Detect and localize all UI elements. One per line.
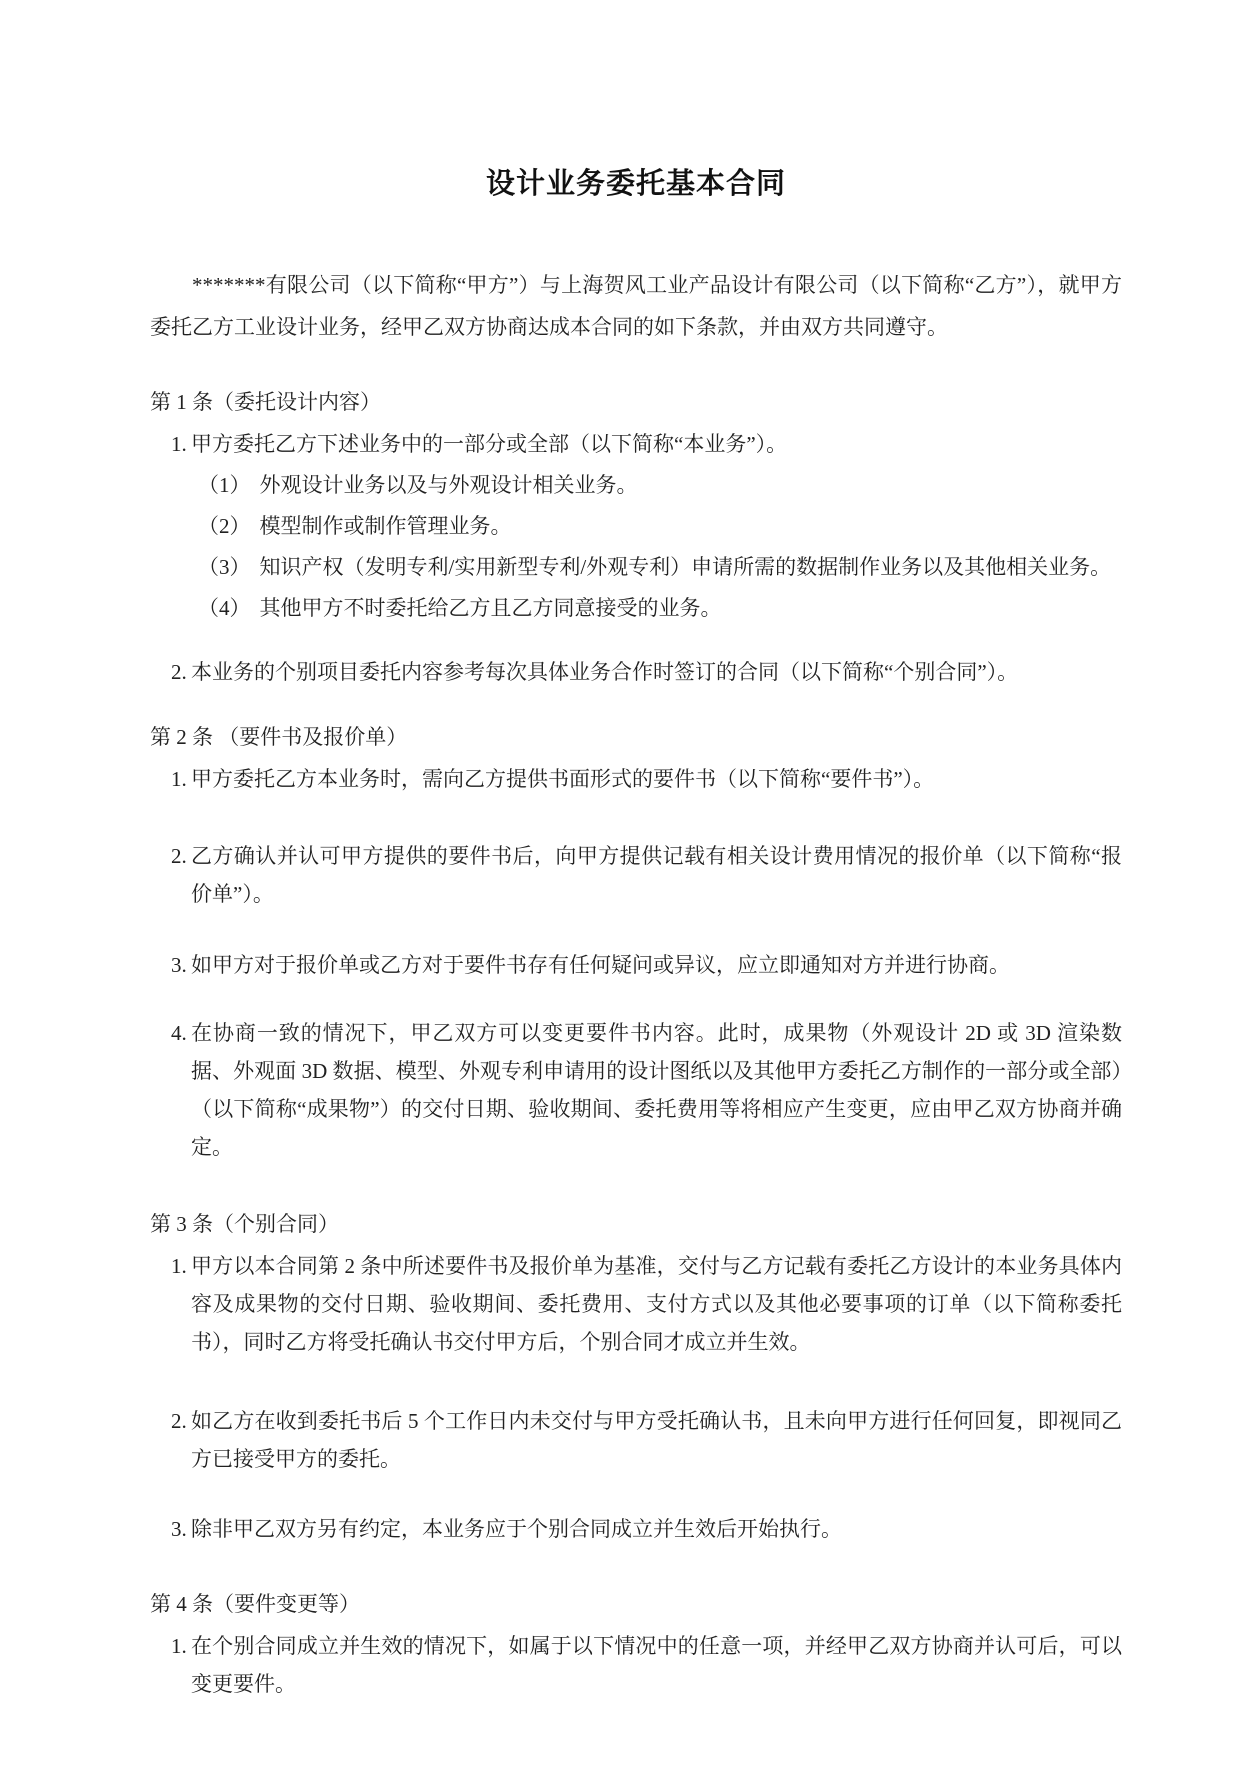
article-1-item-1 bbox=[171, 425, 1122, 463]
subitem-label: （1） bbox=[198, 473, 251, 497]
article-3 bbox=[150, 1205, 1122, 1548]
item-number: 1. bbox=[171, 767, 187, 791]
article-1-item-2 bbox=[171, 653, 1122, 691]
item-number: 2. bbox=[171, 1409, 187, 1433]
item-number: 2. bbox=[171, 844, 187, 868]
article-1-item-1-sub-2 bbox=[198, 507, 1122, 545]
article-2-item-3 bbox=[171, 946, 1122, 984]
item-text: 如甲方对于报价单或乙方对于要件书存有任何疑问或异议，应立即通知对方并进行协商。 bbox=[191, 953, 1010, 977]
article-1-item-1-sub-1 bbox=[198, 466, 1122, 504]
subitem-text: 外观设计业务以及与外观设计相关业务。 bbox=[259, 473, 638, 497]
subitem-label: （2） bbox=[198, 514, 251, 538]
article-2 bbox=[150, 718, 1122, 1166]
item-text: 在协商一致的情况下，甲乙双方可以变更要件书内容。此时，成果物（外观设计 2D 或 3D 渲染数据、外观面 3D 数据、模型、外观专利申请用的设计图纸以及其他甲方委托乙方制作的一部分或全部）（以下简称“成果物”）的交付日期、验收期间、委托费用等将相应产生变更，应由甲乙双方协商并确定。 bbox=[191, 1021, 1122, 1159]
article-3-item-1 bbox=[171, 1247, 1122, 1361]
item-text: 如乙方在收到委托书后 5 个工作日内未交付与甲方受托确认书，且未向甲方进行任何回复，即视同乙方已接受甲方的委托。 bbox=[191, 1409, 1122, 1471]
subitem-text: 模型制作或制作管理业务。 bbox=[259, 514, 512, 538]
article-2-heading: 第 2 条 （要件书及报价单） bbox=[150, 725, 408, 749]
subitem-label: （4） bbox=[198, 596, 251, 620]
subitem-text: 其他甲方不时委托给乙方且乙方同意接受的业务。 bbox=[259, 596, 722, 620]
article-1 bbox=[150, 383, 1122, 691]
article-4-item-1 bbox=[171, 1627, 1122, 1703]
item-number: 3. bbox=[171, 953, 187, 977]
article-1-item-1-sub-3 bbox=[198, 548, 1122, 586]
subitem-label: （3） bbox=[198, 555, 251, 579]
item-text: 除非甲乙双方另有约定，本业务应于个别合同成立并生效后开始执行。 bbox=[191, 1517, 842, 1541]
article-2-item-4 bbox=[171, 1014, 1122, 1166]
article-3-item-2 bbox=[171, 1402, 1122, 1478]
item-text: 本业务的个别项目委托内容参考每次具体业务合作时签订的合同（以下简称“个别合同”）。 bbox=[191, 660, 1019, 684]
article-4-heading: 第 4 条（要件变更等） bbox=[150, 1592, 360, 1616]
article-2-item-2 bbox=[171, 837, 1122, 913]
article-2-item-1 bbox=[171, 760, 1122, 798]
item-number: 2. bbox=[171, 660, 187, 684]
item-text: 在个别合同成立并生效的情况下，如属于以下情况中的任意一项，并经甲乙双方协商并认可后，可以变更要件。 bbox=[191, 1634, 1122, 1696]
item-number: 1. bbox=[171, 1254, 187, 1278]
item-text: 甲方以本合同第 2 条中所述要件书及报价单为基准，交付与乙方记载有委托乙方设计的本业务具体内容及成果物的交付日期、验收期间、委托费用、支付方式以及其他必要事项的订单（以下简称委托书），同时乙方将受托确认书交付甲方后，个别合同才成立并生效。 bbox=[191, 1254, 1122, 1354]
item-number: 1. bbox=[171, 432, 187, 456]
intro-paragraph: *******有限公司（以下简称“甲方”）与上海贺风工业产品设计有限公司（以下简称“乙方”），就甲方委托乙方工业设计业务，经甲乙双方协商达成本合同的如下条款，并由双方共同遵守。 bbox=[150, 273, 1122, 339]
article-4 bbox=[150, 1585, 1122, 1703]
item-number: 4. bbox=[171, 1021, 187, 1045]
item-number: 3. bbox=[171, 1517, 187, 1541]
subitem-text: 知识产权（发明专利/实用新型专利/外观专利）申请所需的数据制作业务以及其他相关业务。 bbox=[259, 555, 1112, 579]
article-3-item-3 bbox=[171, 1510, 1122, 1548]
article-1-heading: 第 1 条（委托设计内容） bbox=[150, 390, 381, 414]
article-1-item-1-sub-4 bbox=[198, 589, 1122, 627]
item-number: 1. bbox=[171, 1634, 187, 1658]
item-text: 甲方委托乙方下述业务中的一部分或全部（以下简称“本业务”）。 bbox=[191, 432, 788, 456]
document-title: 设计业务委托基本合同 bbox=[485, 168, 786, 200]
item-text: 乙方确认并认可甲方提供的要件书后，向甲方提供记载有相关设计费用情况的报价单（以下简称“报价单”）。 bbox=[191, 844, 1122, 906]
article-3-heading: 第 3 条（个别合同） bbox=[150, 1212, 339, 1236]
item-text: 甲方委托乙方本业务时，需向乙方提供书面形式的要件书（以下简称“要件书”）。 bbox=[191, 767, 935, 791]
